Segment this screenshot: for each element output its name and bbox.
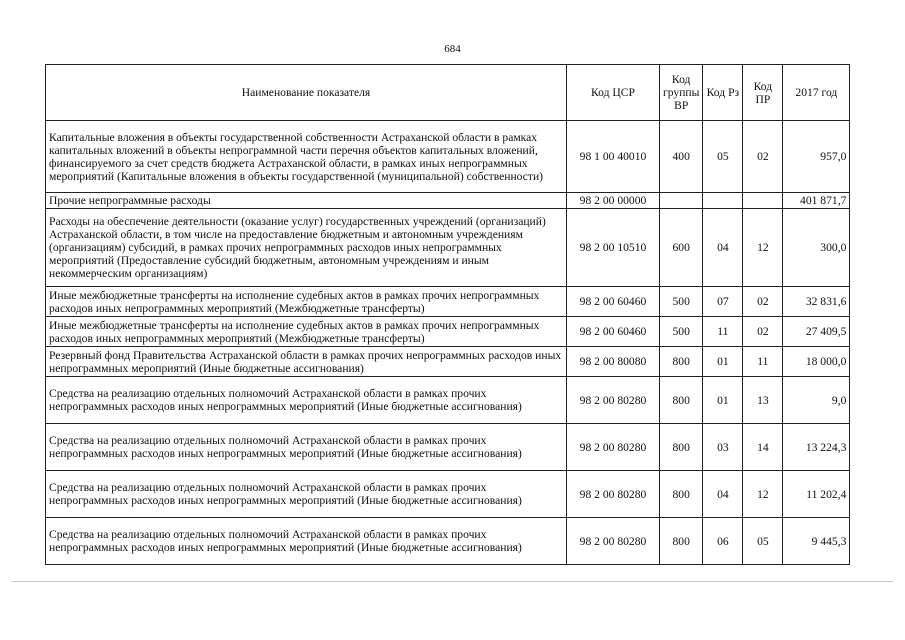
page-bottom-divider <box>12 581 893 582</box>
row-name: Средства на реализацию отдельных полномочий Астраханской области в рамках прочих непрограммных расходов иных непрограммных мероприятий (Иные бюджетные ассигнования) <box>46 518 567 565</box>
row-vr: 500 <box>660 317 703 347</box>
row-amount: 13 224,3 <box>783 424 850 471</box>
row-vr: 500 <box>660 287 703 317</box>
row-pr: 12 <box>743 471 783 518</box>
table-row <box>46 424 850 471</box>
row-csr: 98 2 00 80280 <box>567 377 660 424</box>
row-pr <box>743 193 783 209</box>
row-rz: 07 <box>703 287 743 317</box>
row-pr: 13 <box>743 377 783 424</box>
row-rz: 11 <box>703 317 743 347</box>
row-pr: 05 <box>743 518 783 565</box>
row-vr: 800 <box>660 377 703 424</box>
column-header-csr: Код ЦСР <box>567 65 660 121</box>
row-rz <box>703 193 743 209</box>
column-header-rz: Код Рз <box>703 65 743 121</box>
row-vr: 800 <box>660 347 703 377</box>
row-rz: 03 <box>703 424 743 471</box>
row-amount: 32 831,6 <box>783 287 850 317</box>
row-csr: 98 2 00 80280 <box>567 424 660 471</box>
row-name: Иные межбюджетные трансферты на исполнение судебных актов в рамках прочих непрограммных расходов иных непрограммных мероприятий (Межбюджетные трансферты) <box>46 317 567 347</box>
row-vr <box>660 193 703 209</box>
row-amount: 957,0 <box>783 121 850 193</box>
table-row <box>46 471 850 518</box>
row-pr: 02 <box>743 287 783 317</box>
row-rz: 01 <box>703 347 743 377</box>
table-row <box>46 121 850 193</box>
table-row <box>46 209 850 287</box>
row-amount: 9,0 <box>783 377 850 424</box>
column-header-name: Наименование показателя <box>46 65 567 121</box>
row-csr: 98 2 00 60460 <box>567 287 660 317</box>
row-vr: 800 <box>660 424 703 471</box>
row-name: Средства на реализацию отдельных полномочий Астраханской области в рамках прочих непрограммных расходов иных непрограммных мероприятий (Иные бюджетные ассигнования) <box>46 424 567 471</box>
table-row <box>46 193 850 209</box>
row-name: Прочие непрограммные расходы <box>46 193 567 209</box>
row-vr: 800 <box>660 518 703 565</box>
table-row <box>46 347 850 377</box>
table-row <box>46 377 850 424</box>
row-pr: 11 <box>743 347 783 377</box>
row-csr: 98 2 00 80080 <box>567 347 660 377</box>
row-name: Иные межбюджетные трансферты на исполнение судебных актов в рамках прочих непрограммных расходов иных непрограммных мероприятий (Межбюджетные трансферты) <box>46 287 567 317</box>
row-csr: 98 1 00 40010 <box>567 121 660 193</box>
table-header-row <box>46 65 850 121</box>
table-row <box>46 287 850 317</box>
row-pr: 12 <box>743 209 783 287</box>
row-name: Капитальные вложения в объекты государственной собственности Астраханской области в рамках капитальных вложений в объекты непрограммной части перечня объектов капитальных вложений, финансируемого за счет средств бюджета Астраханской области, в рамках иных непрограммных мероприятий (Капитальные вложения в объекты государственной (муниципальной) собственности) <box>46 121 567 193</box>
row-rz: 04 <box>703 471 743 518</box>
row-name: Средства на реализацию отдельных полномочий Астраханской области в рамках прочих непрограммных расходов иных непрограммных мероприятий (Иные бюджетные ассигнования) <box>46 471 567 518</box>
row-csr: 98 2 00 80280 <box>567 471 660 518</box>
row-rz: 05 <box>703 121 743 193</box>
column-header-pr: Код ПР <box>743 65 783 121</box>
page-number: 684 <box>444 43 461 55</box>
row-pr: 14 <box>743 424 783 471</box>
row-csr: 98 2 00 10510 <box>567 209 660 287</box>
row-pr: 02 <box>743 317 783 347</box>
row-name: Резервный фонд Правительства Астраханской области в рамках прочих непрограммных расходов иных непрограммных мероприятий (Иные бюджетные ассигнования) <box>46 347 567 377</box>
row-amount: 11 202,4 <box>783 471 850 518</box>
row-rz: 01 <box>703 377 743 424</box>
column-header-year: 2017 год <box>783 65 850 121</box>
row-amount: 300,0 <box>783 209 850 287</box>
row-vr: 600 <box>660 209 703 287</box>
row-amount: 18 000,0 <box>783 347 850 377</box>
row-amount: 9 445,3 <box>783 518 850 565</box>
row-csr: 98 2 00 00000 <box>567 193 660 209</box>
row-rz: 04 <box>703 209 743 287</box>
row-vr: 800 <box>660 471 703 518</box>
table-row <box>46 518 850 565</box>
row-rz: 06 <box>703 518 743 565</box>
table-row <box>46 317 850 347</box>
column-header-vr: Код группы ВР <box>660 65 703 121</box>
row-name: Средства на реализацию отдельных полномочий Астраханской области в рамках прочих непрограммных расходов иных непрограммных мероприятий (Иные бюджетные ассигнования) <box>46 377 567 424</box>
row-vr: 400 <box>660 121 703 193</box>
row-amount: 401 871,7 <box>783 193 850 209</box>
row-csr: 98 2 00 80280 <box>567 518 660 565</box>
row-pr: 02 <box>743 121 783 193</box>
row-amount: 27 409,5 <box>783 317 850 347</box>
budget-table <box>45 64 850 565</box>
row-csr: 98 2 00 60460 <box>567 317 660 347</box>
row-name: Расходы на обеспечение деятельности (оказание услуг) государственных учреждений (организаций) Астраханской области, в том числе на предоставление бюджетным и автономным учреждениям (организациям) субсидий, в рамках прочих непрограммных расходов иных непрограммных мероприятий (Предоставление субсидий бюджетным, автономным учреждениям и иным некоммерческим организациям) <box>46 209 567 287</box>
